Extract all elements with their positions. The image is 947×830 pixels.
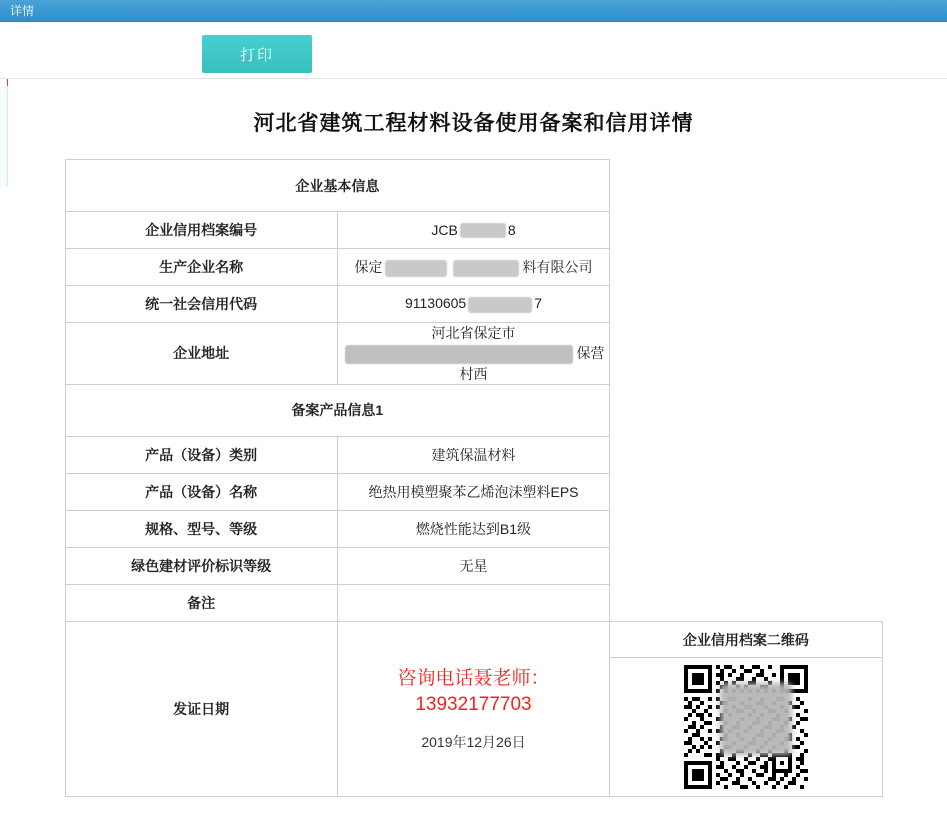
- row-value-remark: [337, 584, 609, 621]
- contact-phone-label: 咨询电话聂老师：: [397, 667, 550, 689]
- redaction-block: [453, 260, 519, 277]
- row-value-archive-number: [337, 212, 609, 249]
- table-row: [65, 436, 882, 473]
- issue-date-value: 2019年12月26日: [421, 733, 526, 750]
- table-row: [65, 547, 882, 584]
- row-value-product-name: 绝热用模塑聚苯乙烯泡沫塑料EPS: [337, 473, 609, 510]
- detail-table: [65, 159, 883, 797]
- table-row: [65, 212, 882, 249]
- table-row: [65, 510, 882, 547]
- page-title: 河北省建筑工程材料设备使用备案和信用详情: [253, 112, 694, 135]
- window-tab-title: 详情: [10, 3, 35, 18]
- page-viewport: [0, 22, 947, 830]
- redaction-block: [345, 345, 573, 364]
- value-suffix: 7: [534, 295, 543, 312]
- row-value-spec-model-grade: 燃烧性能达到B1级: [337, 510, 609, 547]
- row-value-company-name: [337, 249, 609, 286]
- row-value-green-material-grade: 无星: [337, 547, 609, 584]
- row-value-address: [337, 323, 609, 385]
- value-suffix: 8: [507, 221, 516, 238]
- redaction-block: [460, 223, 506, 238]
- page-bottom-area: [0, 814, 947, 830]
- value-suffix: 保营村西: [459, 345, 605, 382]
- row-label-green-material-grade: 绿色建材评价标识等级: [65, 547, 337, 584]
- table-row: [65, 286, 882, 323]
- row-label-product-category: 产品（设备）类别: [65, 436, 337, 473]
- print-button[interactable]: 打印: [202, 35, 312, 73]
- table-row: [65, 384, 882, 436]
- row-value-credit-code: [337, 286, 609, 323]
- row-label-address: 企业地址: [65, 323, 337, 385]
- section-heading-product-info: 备案产品信息1: [65, 384, 610, 436]
- table-row: [65, 473, 882, 510]
- value-suffix: 料有限公司: [522, 259, 593, 275]
- window-titlebar: [0, 0, 947, 22]
- contact-phone-number: 13932177703: [415, 693, 532, 715]
- table-row: [65, 249, 882, 286]
- value-prefix: JCB: [431, 221, 458, 238]
- toolbar: [0, 22, 947, 79]
- table-row: [65, 621, 882, 796]
- qr-code-heading: 企业信用档案二维码: [610, 622, 881, 658]
- qr-code-body: [610, 658, 881, 796]
- contact-and-date-cell: [337, 621, 609, 796]
- detail-document: [0, 79, 947, 797]
- table-row: [65, 584, 882, 621]
- row-label-product-name: 产品（设备）名称: [65, 473, 337, 510]
- row-label-issue-date: 发证日期: [65, 621, 337, 796]
- row-label-credit-code: 统一社会信用代码: [65, 286, 337, 323]
- redaction-block: [720, 683, 792, 755]
- row-label-remark: 备注: [65, 584, 337, 621]
- section-heading-basic-info: 企业基本信息: [65, 160, 610, 212]
- redaction-block: [468, 297, 532, 313]
- value-prefix: 保定: [354, 259, 383, 275]
- row-label-company-name: 生产企业名称: [65, 249, 337, 286]
- redaction-block: [385, 260, 447, 277]
- qr-code-image: [684, 665, 808, 789]
- qr-code-cell: [610, 621, 882, 796]
- table-row: [65, 160, 882, 212]
- row-label-spec-model-grade: 规格、型号、等级: [65, 510, 337, 547]
- row-value-product-category: 建筑保温材料: [337, 436, 609, 473]
- table-row: [65, 323, 882, 385]
- value-prefix: 河北省保定市: [431, 325, 516, 341]
- value-prefix: 91130605: [404, 295, 467, 312]
- row-label-archive-number: 企业信用档案编号: [65, 212, 337, 249]
